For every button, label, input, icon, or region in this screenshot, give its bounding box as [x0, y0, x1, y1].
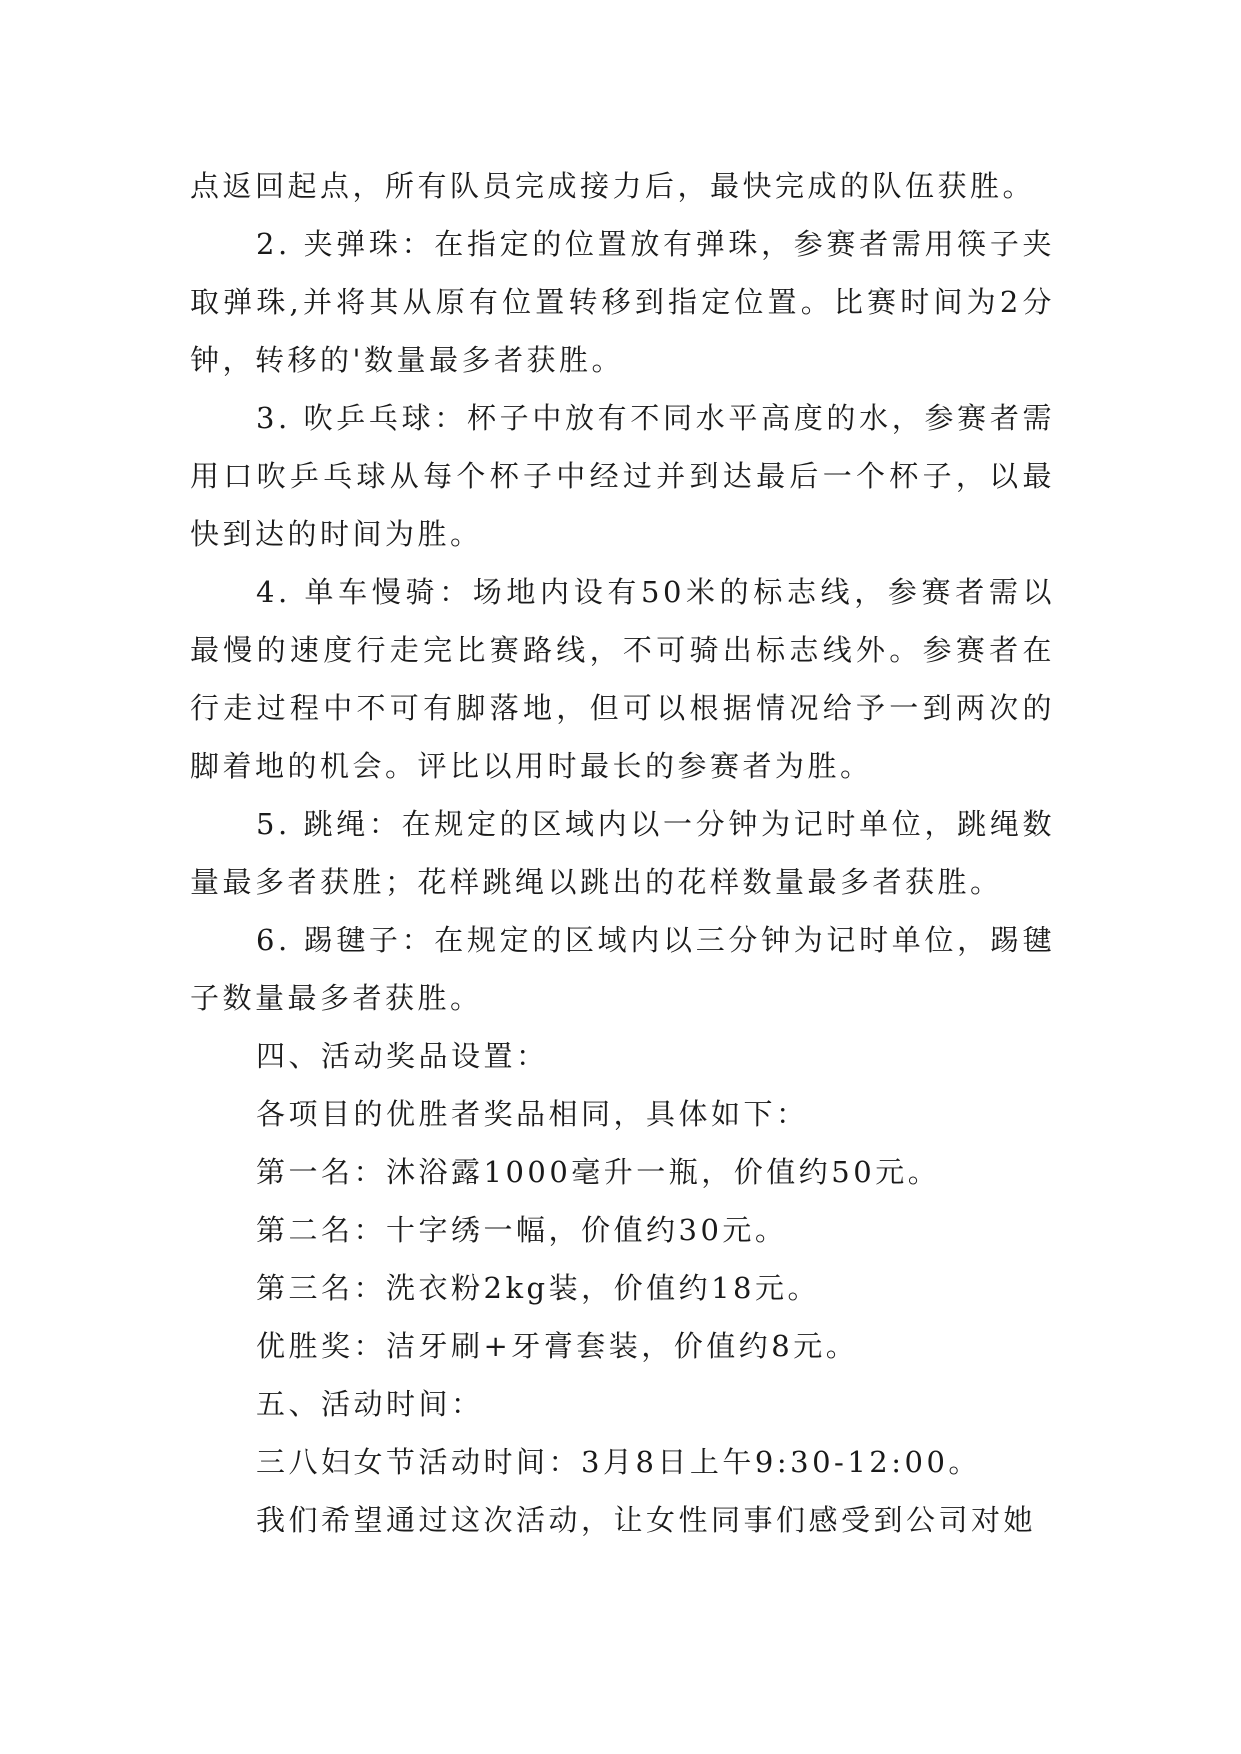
paragraph-prizes-intro: 各项目的优胜者奖品相同，具体如下：: [256, 1097, 809, 1131]
paragraph-pingpong-blow: 3. 吹乒乓球：杯子中放有不同水平高度的水，参赛者需用口吹乒乓球从每个杯子中经过并到达最后一个杯子，以最快到达的时间为胜。: [190, 401, 1055, 551]
paragraph-event-time: 三八妇女节活动时间：3月8日上午9:30-12:00。: [256, 1445, 981, 1479]
paragraph-closing: 我们希望通过这次活动，让女性同事们感受到公司对她: [256, 1503, 1037, 1537]
section-heading-prizes: 四、活动奖品设置：: [256, 1039, 549, 1073]
paragraph-relay-end: 点返回起点，所有队员完成接力后，最快完成的队伍获胜。: [190, 169, 1036, 203]
document-body: [190, 157, 1055, 1549]
prize-first: 第一名：沐浴露1000毫升一瓶，价值约50元。: [256, 1155, 941, 1189]
prize-third: 第三名：洗衣粉2kg装，价值约18元。: [256, 1271, 820, 1305]
prize-second: 第二名：十字绣一幅，价值约30元。: [256, 1213, 788, 1247]
paragraph-marble-pick: 2. 夹弹珠：在指定的位置放有弹珠，参赛者需用筷子夹取弹珠,并将其从原有位置转移到指定位置。比赛时间为2分钟，转移的'数量最多者获胜。: [190, 227, 1055, 377]
paragraph-jump-rope: 5. 跳绳：在规定的区域内以一分钟为记时单位，跳绳数量最多者获胜；花样跳绳以跳出的花样数量最多者获胜。: [190, 807, 1055, 899]
section-heading-time: 五、活动时间：: [256, 1387, 484, 1421]
paragraph-slow-bike: 4. 单车慢骑：场地内设有50米的标志线，参赛者需以最慢的速度行走完比赛路线，不可骑出标志线外。参赛者在行走过程中不可有脚落地，但可以根据情况给予一到两次的脚着地的机会。评比以用时最长的参赛者为胜。: [190, 575, 1055, 783]
prize-merit: 优胜奖：洁牙刷+牙膏套装，价值约8元。: [256, 1329, 859, 1363]
paragraph-shuttlecock: 6. 踢毽子：在规定的区域内以三分钟为记时单位，踢毽子数量最多者获胜。: [190, 923, 1055, 1015]
